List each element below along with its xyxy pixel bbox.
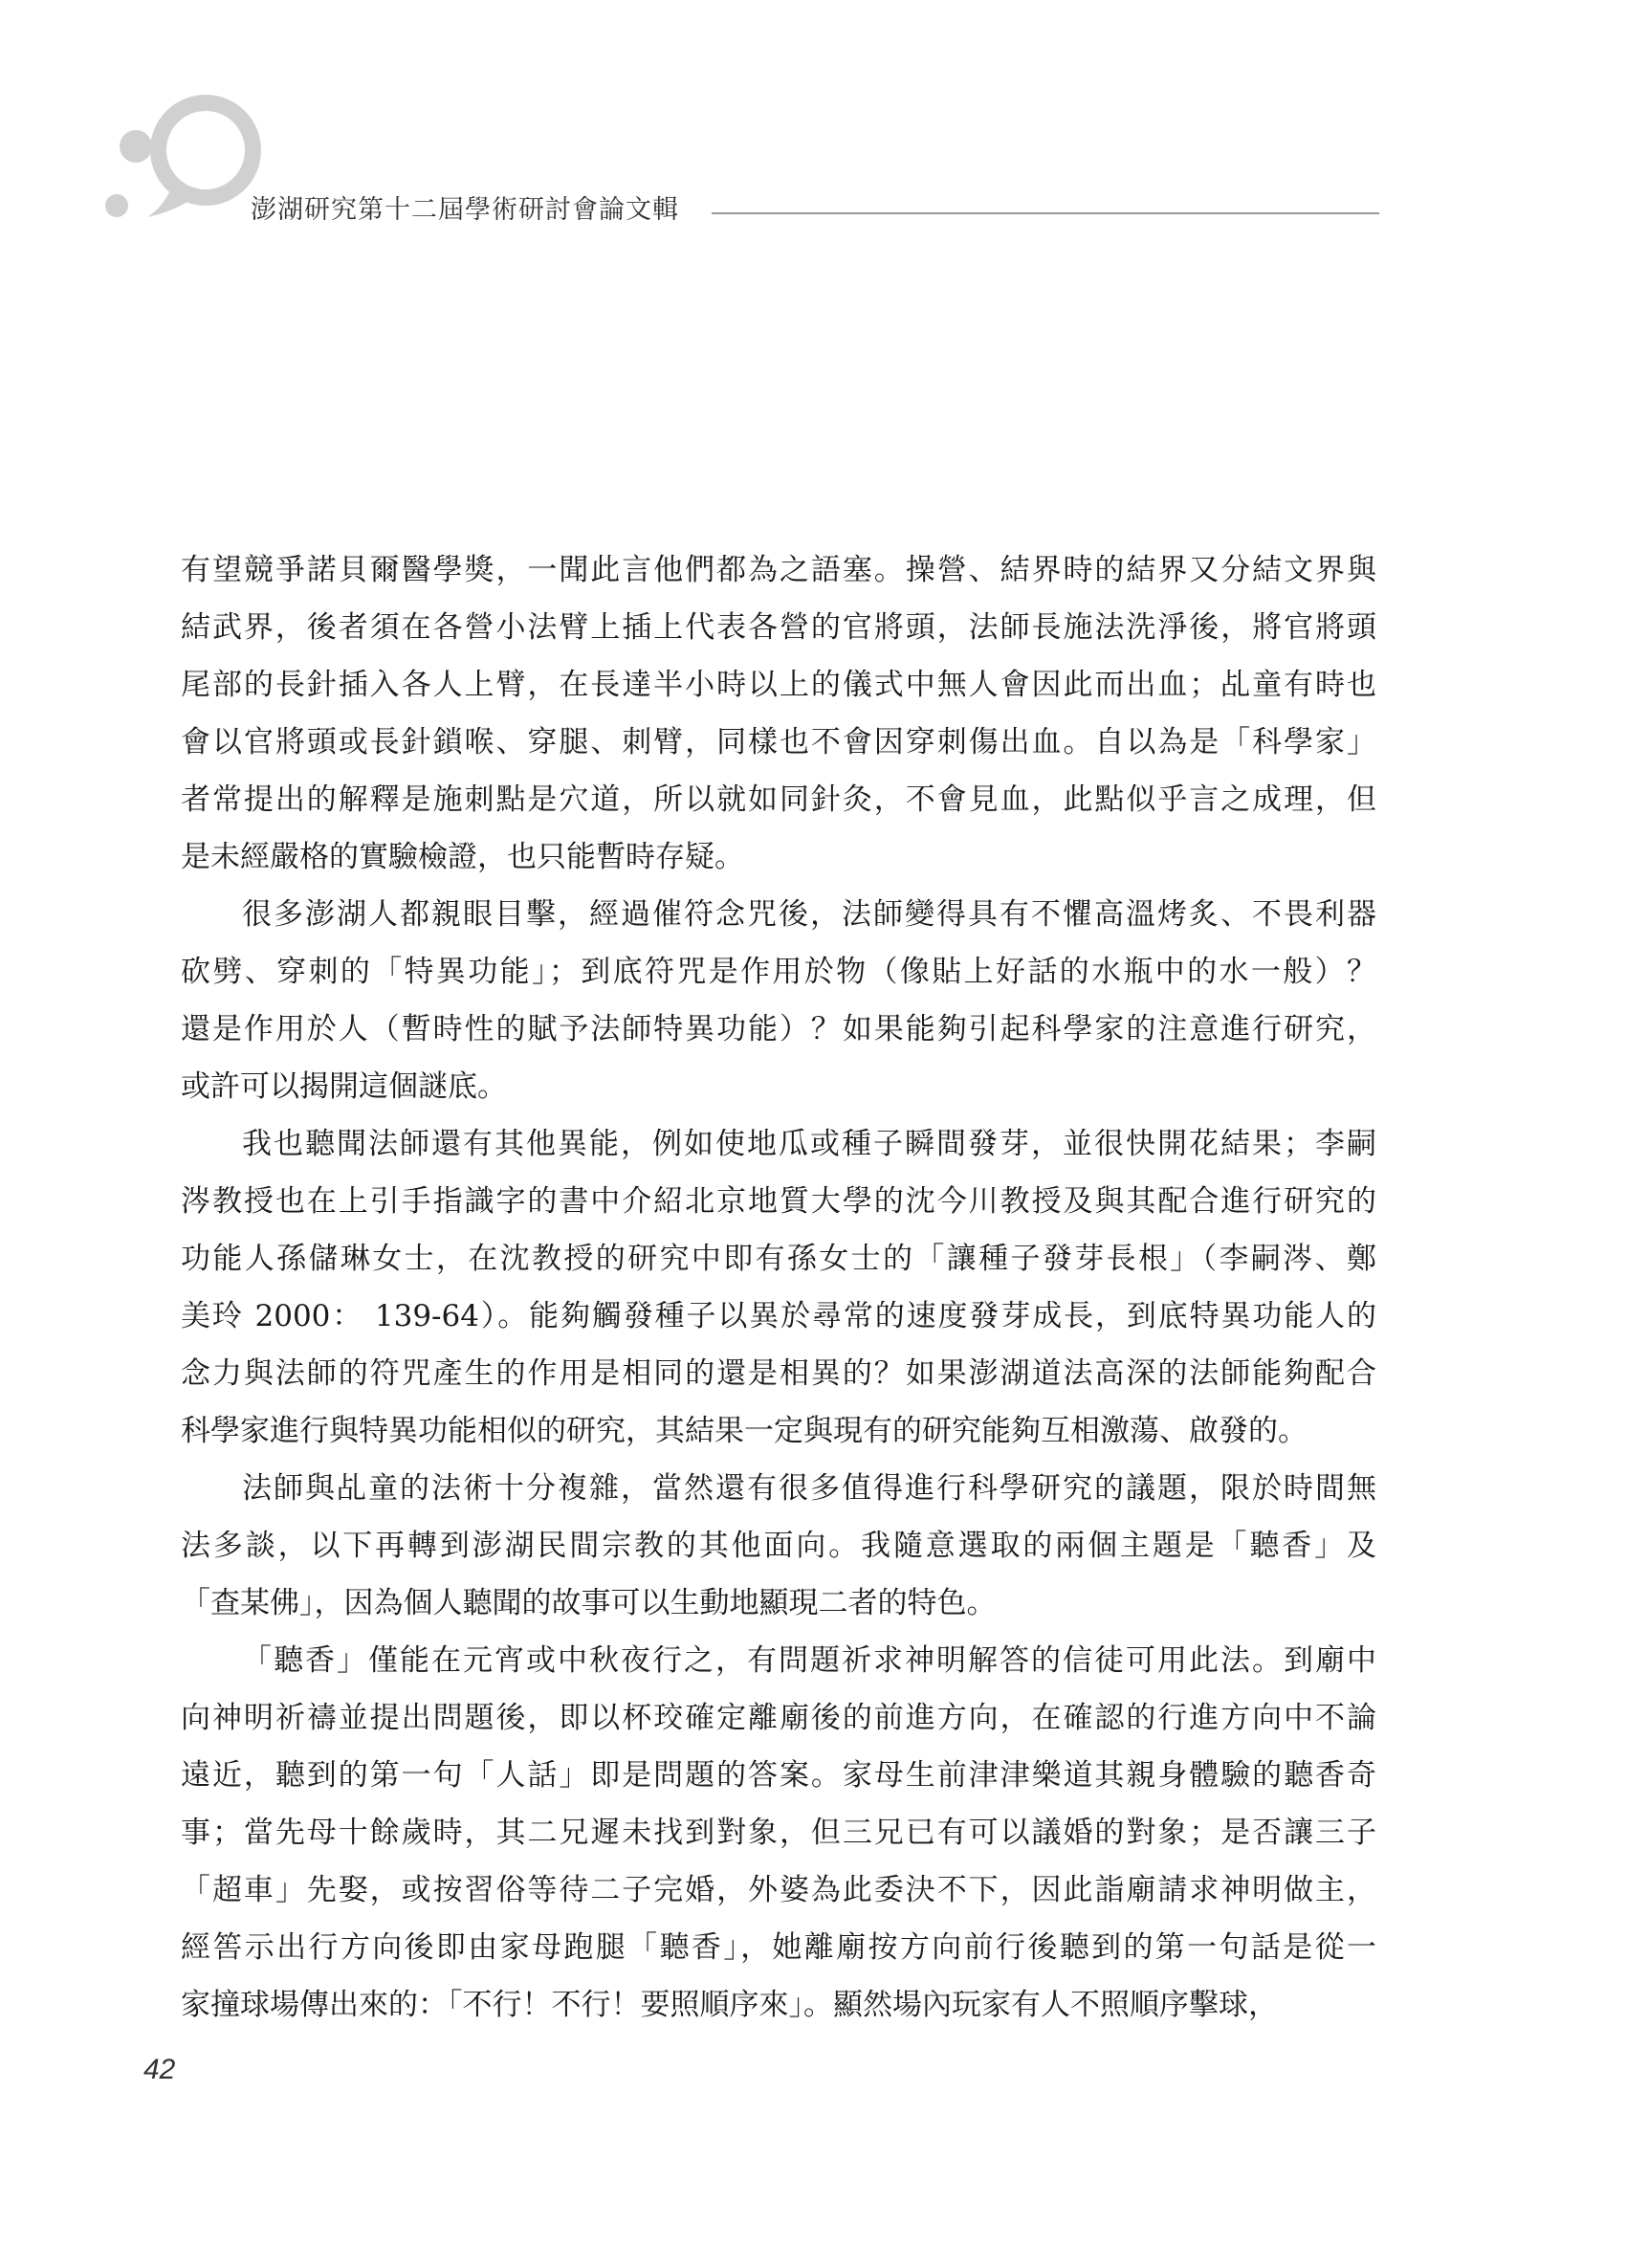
paragraph-line: 科學家進行與特異功能相似的研究，其結果一定與現有的研究能夠互相激蕩、啟發的。 — [181, 1414, 1307, 1448]
paragraph-line: 「超車」先娶，或按習俗等待二子完婚，外婆為此委決不下，因此詣廟請求神明做主， — [181, 1873, 1376, 1907]
paragraph-line: 法多談，以下再轉到澎湖民間宗教的其他面向。我隨意選取的兩個主題是「聽香」及 — [181, 1529, 1376, 1563]
paragraph-line: 我也聽聞法師還有其他異能，例如使地瓜或種子瞬間發芽，並很快開花結果；李嗣 — [242, 1127, 1376, 1161]
paragraph — [181, 886, 1376, 1115]
paragraph-line: 是未經嚴格的實驗檢證，也只能暫時存疑。 — [181, 840, 744, 874]
page-number: 42 — [143, 2054, 176, 2085]
paragraph-line: 很多澎湖人都親眼目擊，經過催符念咒後，法師變得具有不懼高溫烤炙、不畏利器 — [242, 897, 1376, 932]
paragraph-line: 家撞球場傳出來的：「不行！不行！要照順序來」。顯然場內玩家有人不照順序擊球， — [181, 1988, 1278, 2022]
paragraph-line: 美玲 2000： 139-64）。能夠觸發種子以異於尋常的速度發芽成長，到底特異功能人的 — [181, 1299, 1376, 1333]
paragraph-line: 「查某佛」，因為個人聽聞的故事可以生動地顯現二者的特色。 — [181, 1586, 997, 1620]
paragraph-line: 砍劈、穿刺的「特異功能」；到底符咒是作用於物（像貼上好話的水瓶中的水一般）？ — [181, 955, 1376, 989]
paragraph-line: 者常提出的解釋是施刺點是穴道，所以就如同針灸，不會見血，此點似乎言之成理，但 — [181, 782, 1376, 817]
header-divider — [712, 212, 1379, 214]
paragraph-line: 事；當先母十餘歲時，其二兄遲未找到對象，但三兄已有可以議婚的對象；是否讓三子 — [181, 1816, 1376, 1850]
paragraph-line: 或許可以揭開這個謎底。 — [181, 1069, 507, 1104]
paragraph-line: 功能人孫儲琳女士，在沈教授的研究中即有孫女士的「讓種子發芽長根」（李嗣涔、鄭 — [181, 1242, 1376, 1276]
running-header-title: 澎湖研究第十二屆學術研討會論文輯 — [251, 195, 679, 225]
paragraph — [181, 1460, 1376, 1632]
paragraph-line: 念力與法師的符咒產生的作用是相同的還是相異的？如果澎湖道法高深的法師能夠配合 — [181, 1356, 1376, 1391]
paragraph — [181, 1632, 1376, 2034]
paragraph-line: 向神明祈禱並提出問題後，即以杯珓確定離廟後的前進方向，在確認的行進方向中不論 — [181, 1701, 1376, 1735]
paragraph — [181, 1115, 1376, 1460]
paragraph-line: 「聽香」僅能在元宵或中秋夜行之，有問題祈求神明解答的信徒可用此法。到廟中 — [242, 1643, 1376, 1678]
paragraph — [181, 541, 1376, 886]
paragraph-line: 會以官將頭或長針鎖喉、穿腿、刺臂，同樣也不會因穿刺傷出血。自以為是「科學家」 — [181, 725, 1376, 760]
paragraph-line: 還是作用於人（暫時性的賦予法師特異功能）？如果能夠引起科學家的注意進行研究， — [181, 1012, 1376, 1046]
paragraph-line: 法師與乩童的法術十分複雜，當然還有很多值得進行科學研究的議題，限於時間無 — [242, 1471, 1376, 1506]
paragraph-line: 涔教授也在上引手指識字的書中介紹北京地質大學的沈今川教授及與其配合進行研究的 — [181, 1184, 1376, 1219]
paragraph-line: 結武界，後者須在各營小法臂上插上代表各營的官將頭，法師長施法洗淨後，將官將頭 — [181, 610, 1376, 645]
paragraph-line: 遠近，聽到的第一句「人話」即是問題的答案。家母生前津津樂道其親身體驗的聽香奇 — [181, 1758, 1376, 1793]
speech-bubble-logo-icon — [105, 91, 273, 234]
paragraph-line: 有望競爭諾貝爾醫學獎，一聞此言他們都為之語塞。操營、結界時的結界又分結文界與 — [181, 553, 1376, 587]
paragraph-line: 尾部的長針插入各人上臂，在長達半小時以上的儀式中無人會因此而出血；乩童有時也 — [181, 668, 1376, 702]
paragraph-line: 經筶示出行方向後即由家母跑腿「聽香」，她離廟按方向前行後聽到的第一句話是從一 — [181, 1930, 1376, 1965]
article-body — [181, 541, 1376, 2034]
